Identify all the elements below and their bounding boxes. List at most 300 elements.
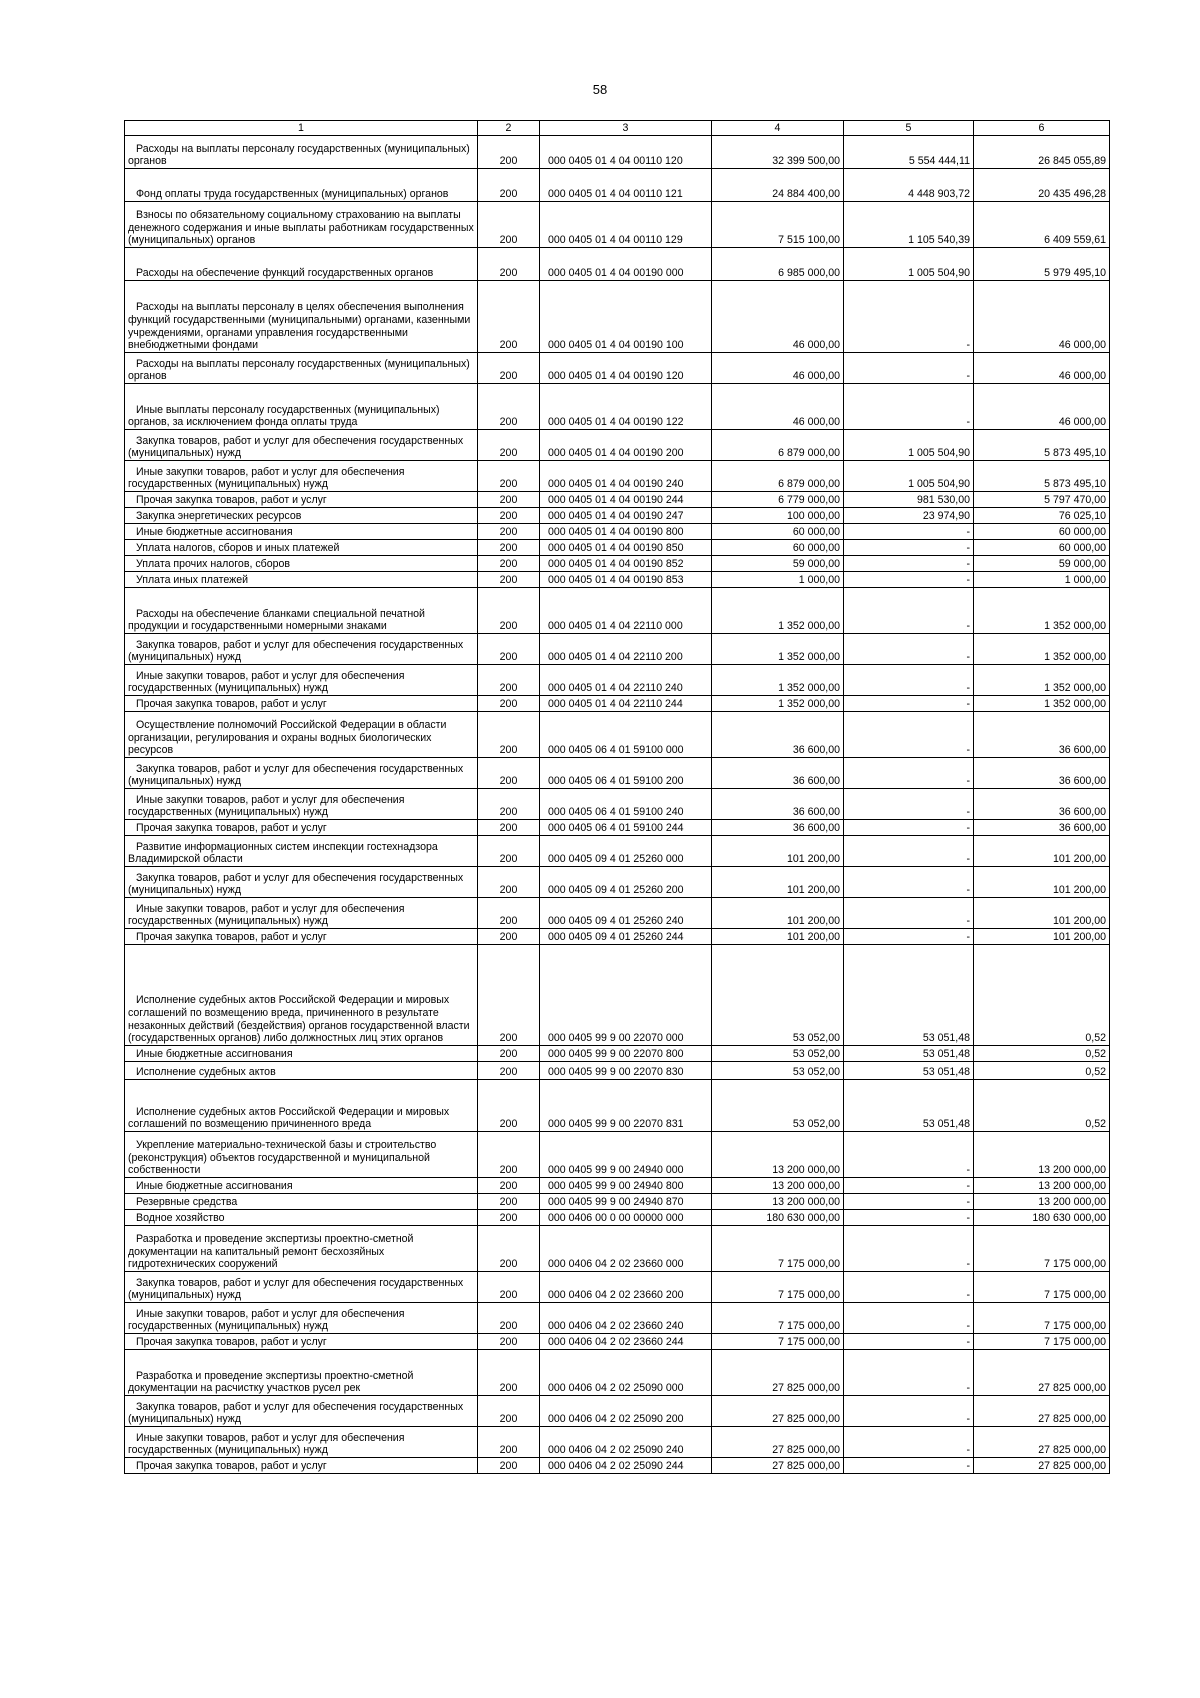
row-budget-classification-code: 000 0405 01 4 04 22110 000 [540,588,712,634]
row-executed-amount: - [844,712,974,758]
row-name-text: Иные бюджетные ассигнования [136,1180,293,1193]
row-executed-amount: 1 005 504,90 [844,461,974,492]
row-budget-classification-code: 000 0405 01 4 04 00190 100 [540,281,712,353]
row-name-text: Иные закупки товаров, работ и услуг для обеспечения государственных (муниципальных) нужд [128,1431,405,1457]
row-executed-amount: - [844,1350,974,1396]
row-code: 200 [478,202,540,248]
row-code: 200 [478,1303,540,1334]
row-remaining-amount: 60 000,00 [974,540,1110,556]
row-code: 200 [478,1427,540,1458]
row-budget-classification-code: 000 0405 99 9 00 24940 800 [540,1178,712,1194]
row-approved-amount: 7 175 000,00 [712,1272,844,1303]
row-code: 200 [478,758,540,789]
table-row [125,758,1110,789]
table-row [125,789,1110,820]
row-budget-classification-code: 000 0405 06 4 01 59100 244 [540,820,712,836]
row-name-text: Закупка энергетических ресурсов [136,510,302,523]
row-approved-amount: 60 000,00 [712,524,844,540]
row-name-text: Разработка и проведение экспертизы проектно-сметной документации на капитальный ремонт бесхозяйных гидротехнических сооружений [128,1232,414,1271]
row-executed-amount: - [844,929,974,945]
row-name-text: Прочая закупка товаров, работ и услуг [136,931,327,944]
row-budget-classification-code: 000 0405 01 4 04 00190 852 [540,556,712,572]
row-budget-classification-code: 000 0405 01 4 04 00190 850 [540,540,712,556]
row-approved-amount: 27 825 000,00 [712,1396,844,1427]
row-name [125,1303,478,1334]
row-code: 200 [478,588,540,634]
row-approved-amount: 36 600,00 [712,789,844,820]
row-name [125,1080,478,1132]
table-row [125,136,1110,169]
row-budget-classification-code: 000 0406 04 2 02 25090 200 [540,1396,712,1427]
table-row [125,169,1110,202]
row-name [125,281,478,353]
row-remaining-amount: 46 000,00 [974,281,1110,353]
column-header-6: 6 [974,121,1110,136]
row-name-text: Прочая закупка товаров, работ и услуг [136,698,327,711]
row-approved-amount: 180 630 000,00 [712,1210,844,1226]
row-code: 200 [478,1132,540,1178]
row-budget-classification-code: 000 0405 01 4 04 00190 000 [540,248,712,281]
row-name [125,508,478,524]
table-row [125,867,1110,898]
row-name-text: Иные выплаты персоналу государственных (муниципальных) органов, за исключением фонда оплаты труда [128,403,440,429]
row-approved-amount: 27 825 000,00 [712,1350,844,1396]
row-name [125,1458,478,1474]
table-row [125,1210,1110,1226]
row-remaining-amount: 0,52 [974,1046,1110,1062]
row-budget-classification-code: 000 0406 00 0 00 00000 000 [540,1210,712,1226]
column-header-1: 1 [125,121,478,136]
row-budget-classification-code: 000 0406 04 2 02 25090 244 [540,1458,712,1474]
row-code: 200 [478,634,540,665]
row-executed-amount: - [844,634,974,665]
row-budget-classification-code: 000 0405 09 4 01 25260 240 [540,898,712,929]
row-executed-amount: - [844,524,974,540]
row-budget-classification-code: 000 0405 09 4 01 25260 200 [540,867,712,898]
table-row [125,430,1110,461]
row-remaining-amount: 36 600,00 [974,820,1110,836]
row-name-text: Резервные средства [136,1196,238,1209]
row-remaining-amount: 27 825 000,00 [974,1396,1110,1427]
row-executed-amount: - [844,1132,974,1178]
row-code: 200 [478,169,540,202]
row-remaining-amount: 5 797 470,00 [974,492,1110,508]
row-code: 200 [478,836,540,867]
row-name [125,1178,478,1194]
row-approved-amount: 24 884 400,00 [712,169,844,202]
row-name-text: Прочая закупка товаров, работ и услуг [136,822,327,835]
row-approved-amount: 1 352 000,00 [712,634,844,665]
row-budget-classification-code: 000 0405 01 4 04 00110 121 [540,169,712,202]
row-name-text: Фонд оплаты труда государственных (муниципальных) органов [136,188,449,201]
row-name [125,1046,478,1062]
table-row [125,202,1110,248]
row-code: 200 [478,540,540,556]
row-approved-amount: 60 000,00 [712,540,844,556]
row-name [125,665,478,696]
row-code: 200 [478,492,540,508]
row-code: 200 [478,1226,540,1272]
row-name [125,353,478,384]
row-budget-classification-code: 000 0405 01 4 04 00190 200 [540,430,712,461]
table-row [125,588,1110,634]
row-approved-amount: 36 600,00 [712,758,844,789]
table-row [125,898,1110,929]
row-executed-amount: - [844,1210,974,1226]
row-executed-amount: - [844,384,974,430]
row-code: 200 [478,929,540,945]
table-row [125,1080,1110,1132]
row-name-text: Взносы по обязательному социальному страхованию на выплаты денежного содержания и иные выплаты работникам государственных (муниципальных) органов [128,208,474,247]
row-approved-amount: 7 175 000,00 [712,1303,844,1334]
row-executed-amount: 1 005 504,90 [844,430,974,461]
row-code: 200 [478,1396,540,1427]
row-budget-classification-code: 000 0405 01 4 04 00190 120 [540,353,712,384]
row-budget-classification-code: 000 0405 01 4 04 00110 129 [540,202,712,248]
table-row [125,665,1110,696]
table-row [125,1458,1110,1474]
row-name-text: Уплата налогов, сборов и иных платежей [136,542,340,555]
row-executed-amount: 53 051,48 [844,1080,974,1132]
row-executed-amount: - [844,353,974,384]
row-budget-classification-code: 000 0405 01 4 04 22110 244 [540,696,712,712]
row-approved-amount: 6 779 000,00 [712,492,844,508]
row-name-text: Расходы на выплаты персоналу в целях обеспечения выполнения функций государственными (муниципальными) органами, казенными учреждениями, органами управления государственными внебюджетными фондами [128,301,471,352]
row-executed-amount: - [844,556,974,572]
row-remaining-amount: 13 200 000,00 [974,1194,1110,1210]
row-remaining-amount: 101 200,00 [974,836,1110,867]
row-approved-amount: 13 200 000,00 [712,1194,844,1210]
row-approved-amount: 36 600,00 [712,712,844,758]
row-budget-classification-code: 000 0405 01 4 04 00190 247 [540,508,712,524]
row-remaining-amount: 101 200,00 [974,867,1110,898]
row-name [125,789,478,820]
row-executed-amount: - [844,1272,974,1303]
row-budget-classification-code: 000 0406 04 2 02 23660 244 [540,1334,712,1350]
table-row [125,1226,1110,1272]
row-code: 200 [478,508,540,524]
row-remaining-amount: 180 630 000,00 [974,1210,1110,1226]
row-approved-amount: 1 352 000,00 [712,665,844,696]
header-row [125,121,1110,136]
table-row [125,572,1110,588]
row-approved-amount: 13 200 000,00 [712,1178,844,1194]
row-executed-amount: - [844,789,974,820]
row-code: 200 [478,281,540,353]
row-budget-classification-code: 000 0406 04 2 02 23660 000 [540,1226,712,1272]
row-remaining-amount: 7 175 000,00 [974,1272,1110,1303]
row-code: 200 [478,572,540,588]
row-remaining-amount: 13 200 000,00 [974,1132,1110,1178]
row-name-text: Осуществление полномочий Российской Федерации в области организации, регулирования и охраны водных биологических ресурсов [128,718,447,757]
row-name [125,820,478,836]
row-remaining-amount: 1 352 000,00 [974,696,1110,712]
row-name [125,1210,478,1226]
table-row [125,1132,1110,1178]
row-name [125,1427,478,1458]
row-name-text: Исполнение судебных актов Российской Федерации и мировых соглашений по возмещению причиненного вреда [128,1105,450,1131]
row-executed-amount: - [844,820,974,836]
row-name-text: Иные закупки товаров, работ и услуг для обеспечения государственных (муниципальных) нужд [128,793,405,819]
row-code: 200 [478,1046,540,1062]
row-code: 200 [478,1272,540,1303]
row-name-text: Исполнение судебных актов [136,1066,276,1079]
row-approved-amount: 53 052,00 [712,1062,844,1080]
row-name-text: Иные закупки товаров, работ и услуг для обеспечения государственных (муниципальных) нужд [128,465,405,491]
row-code: 200 [478,696,540,712]
row-remaining-amount: 27 825 000,00 [974,1427,1110,1458]
column-header-2: 2 [478,121,540,136]
row-executed-amount: - [844,867,974,898]
row-executed-amount: - [844,540,974,556]
row-code: 200 [478,524,540,540]
table-row [125,1046,1110,1062]
row-budget-classification-code: 000 0405 01 4 04 00110 120 [540,136,712,169]
row-approved-amount: 101 200,00 [712,836,844,867]
row-budget-classification-code: 000 0405 01 4 04 00190 122 [540,384,712,430]
row-approved-amount: 46 000,00 [712,353,844,384]
table-row [125,1194,1110,1210]
row-remaining-amount: 6 409 559,61 [974,202,1110,248]
row-remaining-amount: 1 352 000,00 [974,588,1110,634]
row-name-text: Водное хозяйство [136,1212,225,1225]
table-row [125,1427,1110,1458]
row-code: 200 [478,1458,540,1474]
table-row [125,353,1110,384]
row-code: 200 [478,1334,540,1350]
row-executed-amount: 23 974,90 [844,508,974,524]
row-name [125,1194,478,1210]
row-name-text: Иные закупки товаров, работ и услуг для обеспечения государственных (муниципальных) нужд [128,902,405,928]
row-code: 200 [478,1210,540,1226]
row-name [125,758,478,789]
table-row [125,634,1110,665]
row-code: 200 [478,384,540,430]
row-name-text: Иные закупки товаров, работ и услуг для обеспечения государственных (муниципальных) нужд [128,669,405,695]
row-approved-amount: 46 000,00 [712,384,844,430]
table-row [125,945,1110,1046]
row-code: 200 [478,898,540,929]
row-name-text: Закупка товаров, работ и услуг для обеспечения государственных (муниципальных) нужд [128,1400,464,1426]
row-remaining-amount: 20 435 496,28 [974,169,1110,202]
row-name [125,169,478,202]
row-code: 200 [478,789,540,820]
row-approved-amount: 101 200,00 [712,929,844,945]
row-executed-amount: - [844,1226,974,1272]
row-name [125,136,478,169]
row-executed-amount: - [844,572,974,588]
table-row [125,1303,1110,1334]
row-executed-amount: 1 005 504,90 [844,248,974,281]
row-remaining-amount: 5 979 495,10 [974,248,1110,281]
table-row [125,836,1110,867]
row-name [125,1226,478,1272]
table-row [125,1396,1110,1427]
row-executed-amount: 981 530,00 [844,492,974,508]
row-code: 200 [478,1062,540,1080]
table-row [125,384,1110,430]
row-name [125,712,478,758]
row-executed-amount: - [844,1396,974,1427]
row-budget-classification-code: 000 0405 01 4 04 00190 853 [540,572,712,588]
row-executed-amount: - [844,1303,974,1334]
row-executed-amount: - [844,1194,974,1210]
row-name [125,836,478,867]
row-name [125,634,478,665]
row-name-text: Укрепление материально-технической базы и строительство (реконструкция) объектов государственной и муниципальной собственности [128,1138,437,1177]
budget-report-table [124,120,1110,1474]
row-budget-classification-code: 000 0405 99 9 00 22070 830 [540,1062,712,1080]
row-name-text: Закупка товаров, работ и услуг для обеспечения государственных (муниципальных) нужд [128,434,464,460]
row-remaining-amount: 1 000,00 [974,572,1110,588]
row-remaining-amount: 46 000,00 [974,384,1110,430]
row-executed-amount: - [844,758,974,789]
row-executed-amount: 53 051,48 [844,945,974,1046]
row-approved-amount: 1 352 000,00 [712,696,844,712]
row-budget-classification-code: 000 0406 04 2 02 25090 000 [540,1350,712,1396]
row-name-text: Иные закупки товаров, работ и услуг для обеспечения государственных (муниципальных) нужд [128,1307,405,1333]
table-row [125,1178,1110,1194]
row-remaining-amount: 60 000,00 [974,524,1110,540]
row-executed-amount: 53 051,48 [844,1062,974,1080]
table-row [125,248,1110,281]
row-name [125,384,478,430]
row-executed-amount: 1 105 540,39 [844,202,974,248]
row-budget-classification-code: 000 0405 99 9 00 22070 800 [540,1046,712,1062]
row-remaining-amount: 27 825 000,00 [974,1458,1110,1474]
row-code: 200 [478,820,540,836]
table-row [125,556,1110,572]
row-approved-amount: 7 175 000,00 [712,1226,844,1272]
row-executed-amount: - [844,696,974,712]
row-name [125,898,478,929]
row-code: 200 [478,556,540,572]
row-executed-amount: - [844,665,974,696]
row-name-text: Расходы на обеспечение бланками специальной печатной продукции и государственными номерными знаками [128,607,425,633]
row-remaining-amount: 1 352 000,00 [974,634,1110,665]
row-remaining-amount: 13 200 000,00 [974,1178,1110,1194]
column-header-5: 5 [844,121,974,136]
row-budget-classification-code: 000 0405 01 4 04 00190 240 [540,461,712,492]
row-remaining-amount: 27 825 000,00 [974,1350,1110,1396]
row-budget-classification-code: 000 0405 99 9 00 24940 870 [540,1194,712,1210]
row-approved-amount: 6 879 000,00 [712,461,844,492]
row-name-text: Уплата иных платежей [136,574,248,587]
row-name [125,556,478,572]
row-name-text: Закупка товаров, работ и услуг для обеспечения государственных (муниципальных) нужд [128,638,464,664]
row-name-text: Исполнение судебных актов Российской Федерации и мировых соглашений по возмещению вреда, причиненного в результате незаконных действий (бездействия) органов государственной власти (государственных органов) либо должностных лиц этих органов [128,994,470,1045]
row-name [125,929,478,945]
table-row [125,508,1110,524]
row-executed-amount: 5 554 444,11 [844,136,974,169]
row-approved-amount: 46 000,00 [712,281,844,353]
row-name-text: Развитие информационных систем инспекции гостехнадзора Владимирской области [128,840,438,866]
table-row [125,696,1110,712]
row-executed-amount: - [844,281,974,353]
table-row [125,492,1110,508]
row-code: 200 [478,945,540,1046]
row-remaining-amount: 5 873 495,10 [974,430,1110,461]
row-approved-amount: 59 000,00 [712,556,844,572]
row-code: 200 [478,1080,540,1132]
row-approved-amount: 27 825 000,00 [712,1427,844,1458]
row-executed-amount: - [844,898,974,929]
row-executed-amount: - [844,588,974,634]
row-name-text: Закупка товаров, работ и услуг для обеспечения государственных (муниципальных) нужд [128,871,464,897]
table-row [125,712,1110,758]
row-remaining-amount: 0,52 [974,1080,1110,1132]
row-approved-amount: 13 200 000,00 [712,1132,844,1178]
row-name [125,1334,478,1350]
row-budget-classification-code: 000 0405 06 4 01 59100 000 [540,712,712,758]
row-budget-classification-code: 000 0405 06 4 01 59100 200 [540,758,712,789]
row-remaining-amount: 101 200,00 [974,898,1110,929]
row-budget-classification-code: 000 0406 04 2 02 23660 200 [540,1272,712,1303]
row-remaining-amount: 0,52 [974,1062,1110,1080]
row-remaining-amount: 26 845 055,89 [974,136,1110,169]
row-code: 200 [478,248,540,281]
row-approved-amount: 36 600,00 [712,820,844,836]
row-remaining-amount: 36 600,00 [974,758,1110,789]
row-code: 200 [478,461,540,492]
row-name [125,1272,478,1303]
table-row [125,1062,1110,1080]
column-header-4: 4 [712,121,844,136]
row-code: 200 [478,430,540,461]
row-remaining-amount: 7 175 000,00 [974,1226,1110,1272]
table-row [125,281,1110,353]
row-executed-amount: - [844,836,974,867]
table-row [125,540,1110,556]
row-approved-amount: 1 352 000,00 [712,588,844,634]
row-code: 200 [478,1350,540,1396]
table-row [125,929,1110,945]
row-approved-amount: 101 200,00 [712,867,844,898]
row-name [125,1062,478,1080]
row-name-text: Прочая закупка товаров, работ и услуг [136,494,327,507]
row-name [125,248,478,281]
row-name [125,867,478,898]
row-approved-amount: 32 399 500,00 [712,136,844,169]
row-remaining-amount: 59 000,00 [974,556,1110,572]
row-name-text: Прочая закупка товаров, работ и услуг [136,1336,327,1349]
row-name [125,572,478,588]
row-code: 200 [478,353,540,384]
row-approved-amount: 6 879 000,00 [712,430,844,461]
row-name [125,1132,478,1178]
row-budget-classification-code: 000 0405 06 4 01 59100 240 [540,789,712,820]
page-number: 58 [592,82,608,97]
row-name [125,945,478,1046]
row-code: 200 [478,136,540,169]
row-approved-amount: 101 200,00 [712,898,844,929]
table-row [125,1350,1110,1396]
row-budget-classification-code: 000 0406 04 2 02 25090 240 [540,1427,712,1458]
row-budget-classification-code: 000 0405 99 9 00 22070 831 [540,1080,712,1132]
row-executed-amount: - [844,1427,974,1458]
row-remaining-amount: 7 175 000,00 [974,1334,1110,1350]
row-name [125,492,478,508]
row-approved-amount: 7 515 100,00 [712,202,844,248]
row-budget-classification-code: 000 0405 99 9 00 24940 000 [540,1132,712,1178]
row-name-text: Закупка товаров, работ и услуг для обеспечения государственных (муниципальных) нужд [128,1276,464,1302]
row-executed-amount: 53 051,48 [844,1046,974,1062]
row-budget-classification-code: 000 0405 09 4 01 25260 000 [540,836,712,867]
row-approved-amount: 53 052,00 [712,1080,844,1132]
row-approved-amount: 53 052,00 [712,1046,844,1062]
row-name [125,430,478,461]
row-name-text: Закупка товаров, работ и услуг для обеспечения государственных (муниципальных) нужд [128,762,464,788]
